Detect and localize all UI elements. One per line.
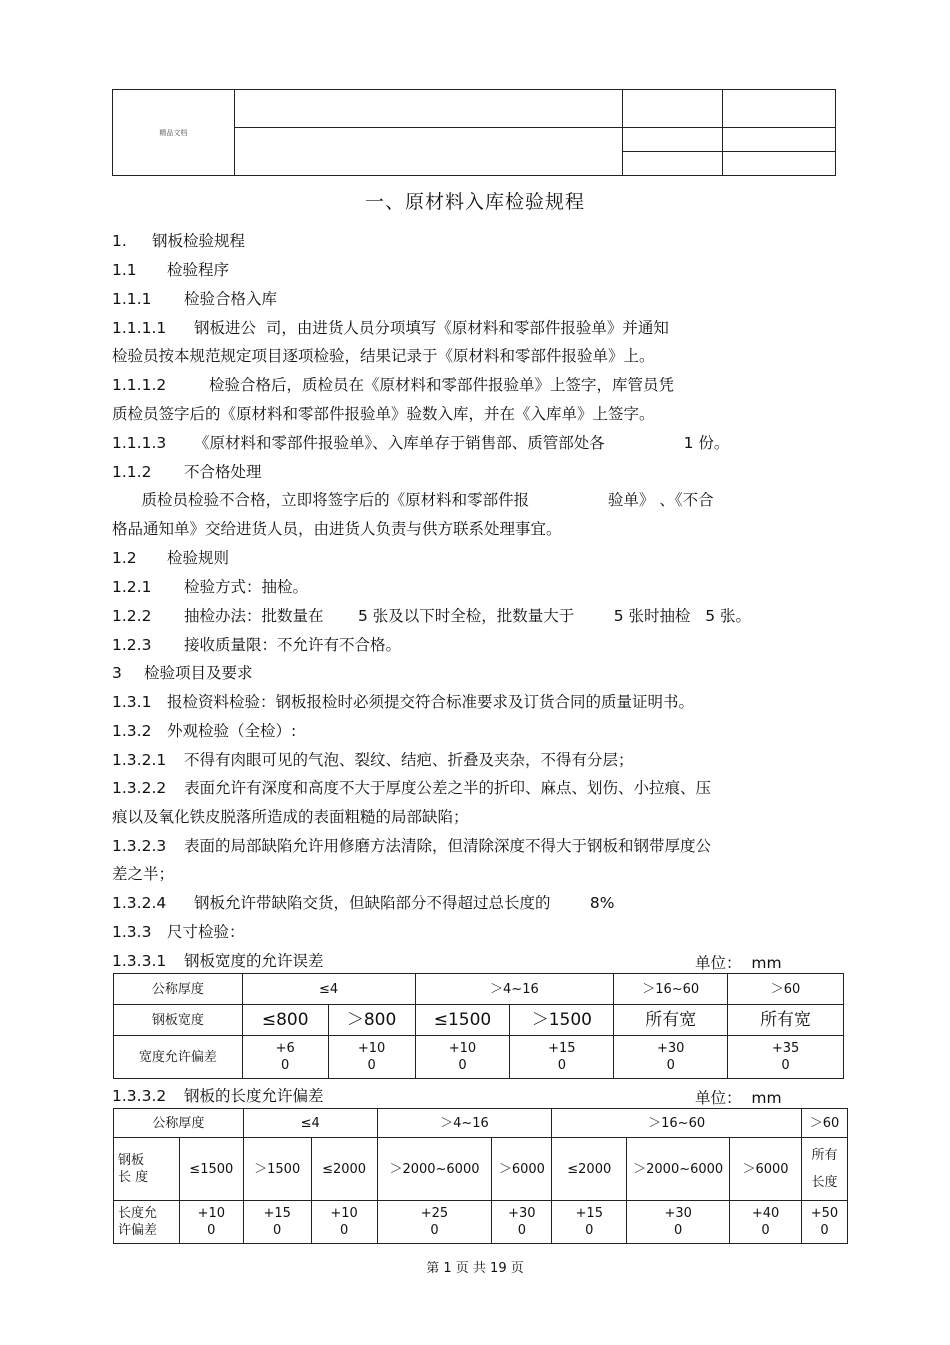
unit-label: 单位： mm <box>695 1089 782 1107</box>
body-line: 1.3.1 报检资料检验：钢板报检时必须提交符合标准要求及订货合同的质量证明书。 <box>112 693 695 711</box>
body-line: 1.2.1 检验方式：抽检。 <box>112 578 309 596</box>
table-cell: +6 0 <box>242 1036 328 1079</box>
table-header-cell: ＞60 <box>801 1109 847 1138</box>
table-cell: +15 0 <box>510 1036 614 1079</box>
body-line: 3 检验项目及要求 <box>112 664 253 682</box>
table-cell: 钢板宽度 <box>114 1005 243 1036</box>
body-line: 1.2.2 抽检办法：批数量在 5 张及以下时全检，批数量大于 5 张时抽检 5 张。 <box>112 607 752 625</box>
table-header-cell: ＞60 <box>728 974 844 1005</box>
body-line: 格品通知单》交给进货人员，由进货人负责与供方联系处理事宜。 <box>112 520 562 538</box>
table-header-cell: ＞16~60 <box>552 1109 802 1138</box>
table-header-cell: 公称厚度 <box>114 974 243 1005</box>
body-line: 痕以及氧化铁皮脱落所造成的表面粗糙的局部缺陷； <box>112 808 469 826</box>
header-cell <box>623 152 723 176</box>
table-header-cell: ＞4~16 <box>377 1109 552 1138</box>
body-line: 1.2.3 接收质量限：不允许有不合格。 <box>112 636 402 654</box>
table-cell: 宽度允许偏差 <box>114 1036 243 1079</box>
table-cell: +35 0 <box>728 1036 844 1079</box>
table-header-cell: ≤4 <box>243 1109 377 1138</box>
table-header-cell: ＞4~16 <box>415 974 614 1005</box>
width-tolerance-table <box>113 973 844 1079</box>
table-cell: ≤1500 <box>179 1138 243 1201</box>
table-cell: +50 0 <box>801 1201 847 1244</box>
table-cell: +10 0 <box>179 1201 243 1244</box>
table-cell: ＞2000~6000 <box>627 1138 730 1201</box>
header-cell <box>234 90 622 128</box>
table-cell: ＞6000 <box>730 1138 802 1201</box>
page-title: 一、原材料入库检验规程 <box>364 191 585 213</box>
body-line: 1.1.1.2 检验合格后，质检员在《原材料和零部件报验单》上签字，库管员凭 <box>112 376 675 394</box>
table-cell: +10 0 <box>415 1036 510 1079</box>
body-line: 质检员签字后的《原材料和零部件报验单》验数入库，并在《入库单》上签字。 <box>112 405 655 423</box>
table-header-cell: 公称厚度 <box>114 1109 244 1138</box>
header-cell <box>234 128 622 176</box>
table-cell: 所有宽 <box>614 1005 728 1036</box>
table-cell: 钢板 长 度 <box>114 1138 180 1201</box>
table-cell: +30 0 <box>614 1036 728 1079</box>
body-line: 1. 钢板检验规程 <box>112 232 246 250</box>
table-cell: 长度允 许偏差 <box>114 1201 180 1244</box>
table-cell: ≤800 <box>242 1005 328 1036</box>
table-cell: +10 0 <box>311 1201 377 1244</box>
section-heading: 1.3.3.1 钢板宽度的允许误差 <box>112 952 324 970</box>
logo-text: 精品文档 <box>113 90 235 176</box>
table-cell: +40 0 <box>730 1201 802 1244</box>
body-line: 检验员按本规范规定项目逐项检验，结果记录于《原材料和零部件报验单》上。 <box>112 347 655 365</box>
body-line: 1.1.1 检验合格入库 <box>112 290 278 308</box>
body-line: 1.3.2.1 不得有肉眼可见的气泡、裂纹、结疤、折叠及夹杂，不得有分层； <box>112 751 634 769</box>
table-cell: +10 0 <box>328 1036 415 1079</box>
table-cell: +30 0 <box>627 1201 730 1244</box>
body-line: 1.1.1.3 《原材料和零部件报验单》、入库单存于销售部、质管部处各 1 份。 <box>112 434 730 452</box>
table-cell: +30 0 <box>492 1201 552 1244</box>
body-line: 1.3.2.2 表面允许有深度和高度不大于厚度公差之半的折印、麻点、划伤、小拉痕、压 <box>112 779 712 797</box>
header-cell <box>723 90 836 128</box>
table-cell: ≤2000 <box>552 1138 627 1201</box>
table-header-cell: ＞16~60 <box>614 974 728 1005</box>
body-line: 1.3.2.3 表面的局部缺陷允许用修磨方法清除，但清除深度不得大于钢板和钢带厚度公 <box>112 837 712 855</box>
table-cell: 所有 长度 <box>801 1138 847 1201</box>
table-cell: +15 0 <box>552 1201 627 1244</box>
table-header-cell: ≤4 <box>242 974 415 1005</box>
body-line: 1.1 检验程序 <box>112 261 230 279</box>
header-box <box>112 89 836 175</box>
table-cell: +15 0 <box>243 1201 311 1244</box>
table-cell: 所有宽 <box>728 1005 844 1036</box>
body-line: 1.3.2 外观检验（全检）: <box>112 722 297 740</box>
table-cell: ＞6000 <box>492 1138 552 1201</box>
body-line: 1.1.1.1 钢板进公 司，由进货人员分项填写《原材料和零部件报验单》并通知 <box>112 319 669 337</box>
table-cell: ＞800 <box>328 1005 415 1036</box>
table-cell: ＞2000~6000 <box>377 1138 492 1201</box>
table-cell: ＞1500 <box>510 1005 614 1036</box>
body-line: 1.1.2 不合格处理 <box>112 463 262 481</box>
header-cell <box>623 128 723 152</box>
body-line: 1.2 检验规则 <box>112 549 230 567</box>
body-line: 1.3.2.4 钢板允许带缺陷交货，但缺陷部分不得超过总长度的 8% <box>112 894 615 912</box>
header-cell <box>723 152 836 176</box>
header-cell <box>723 128 836 152</box>
body-line: 差之半； <box>112 865 175 883</box>
table-cell: ＞1500 <box>243 1138 311 1201</box>
length-tolerance-table <box>113 1108 848 1244</box>
header-cell <box>623 90 723 128</box>
table-cell: ≤1500 <box>415 1005 510 1036</box>
table-cell: ≤2000 <box>311 1138 377 1201</box>
unit-label: 单位： mm <box>695 954 782 972</box>
section-heading: 1.3.3.2 钢板的长度允许偏差 <box>112 1087 324 1105</box>
table-cell: +25 0 <box>377 1201 492 1244</box>
body-line: 1.3.3 尺寸检验： <box>112 923 245 941</box>
page-footer: 第 1 页 共 19 页 <box>426 1261 524 1276</box>
body-line: 质检员检验不合格，立即将签字后的《原材料和零部件报 验单》 、《不合 <box>112 491 714 509</box>
